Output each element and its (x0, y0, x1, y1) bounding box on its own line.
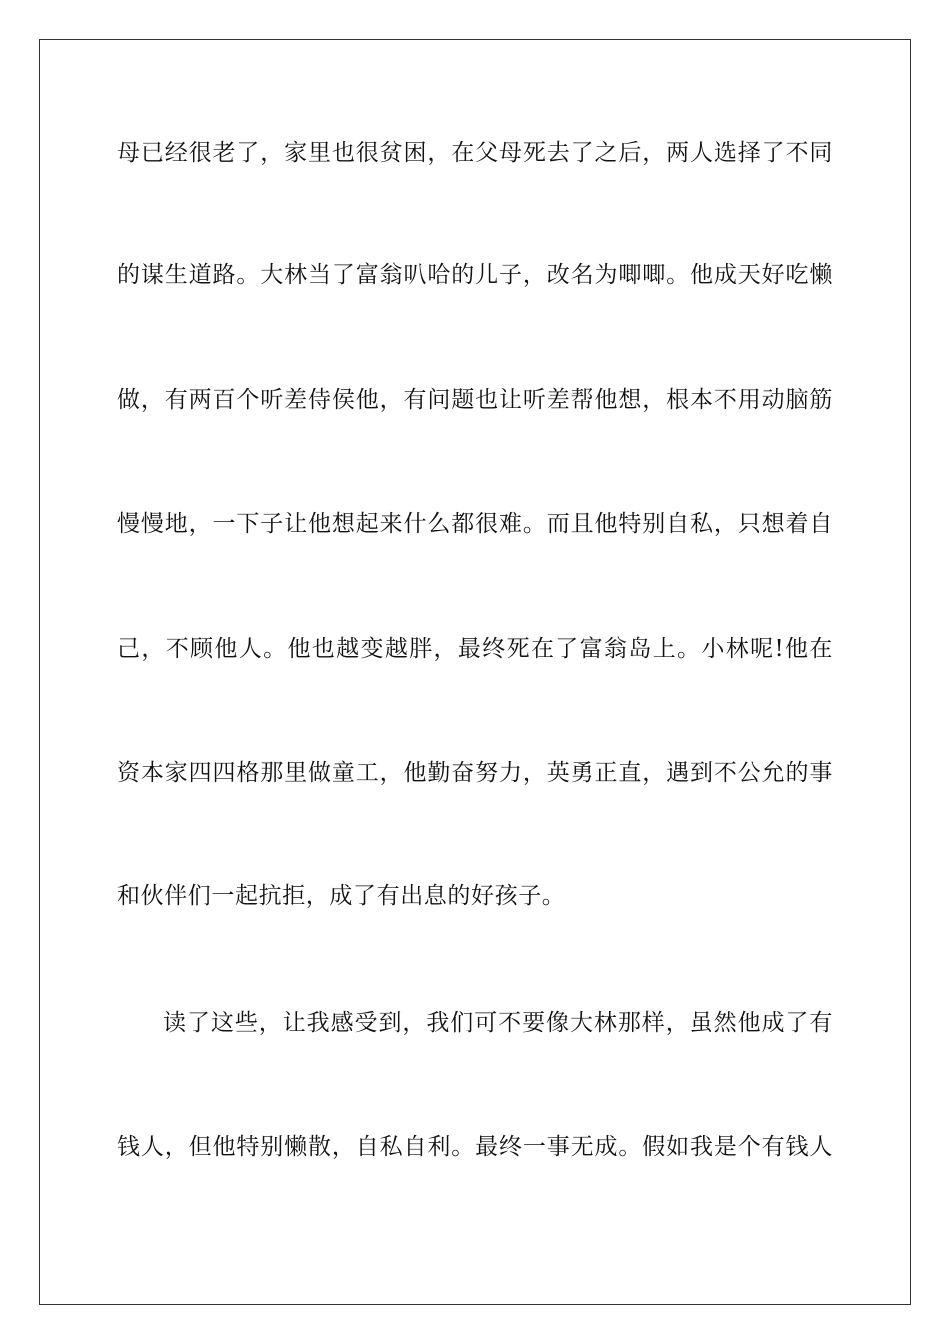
text-line-3: 做，有两百个听差侍侯他，有问题也让听差帮他想，根本不用动脑筋 (117, 387, 833, 413)
text-line-7: 和伙伴们一起抗拒，成了有出息的好孩子。 (117, 883, 566, 909)
text-line-4: 慢慢地，一下子让他想起来什么都很难。而且他特别自私，只想着自 (117, 511, 833, 537)
text-line-6: 资本家四四格那里做童工，他勤奋努力，英勇正直，遇到不公允的事 (117, 760, 833, 786)
text-line-1: 母已经很老了，家里也很贫困，在父母死去了之后，两人选择了不同 (117, 140, 833, 166)
page-border (39, 39, 911, 1305)
text-line-8: 读了这些，让我感受到，我们可不要像大林那样，虽然他成了有 (163, 1010, 833, 1036)
text-line-9: 钱人，但他特别懒散，自私自利。最终一事无成。假如我是个有钱人 (117, 1134, 833, 1160)
text-line-2: 的谋生道路。大林当了富翁叭哈的儿子，改名为唧唧。他成天好吃懒 (117, 262, 833, 288)
text-line-5: 己，不顾他人。他也越变越胖，最终死在了富翁岛上。小林呢!他在 (117, 636, 833, 662)
